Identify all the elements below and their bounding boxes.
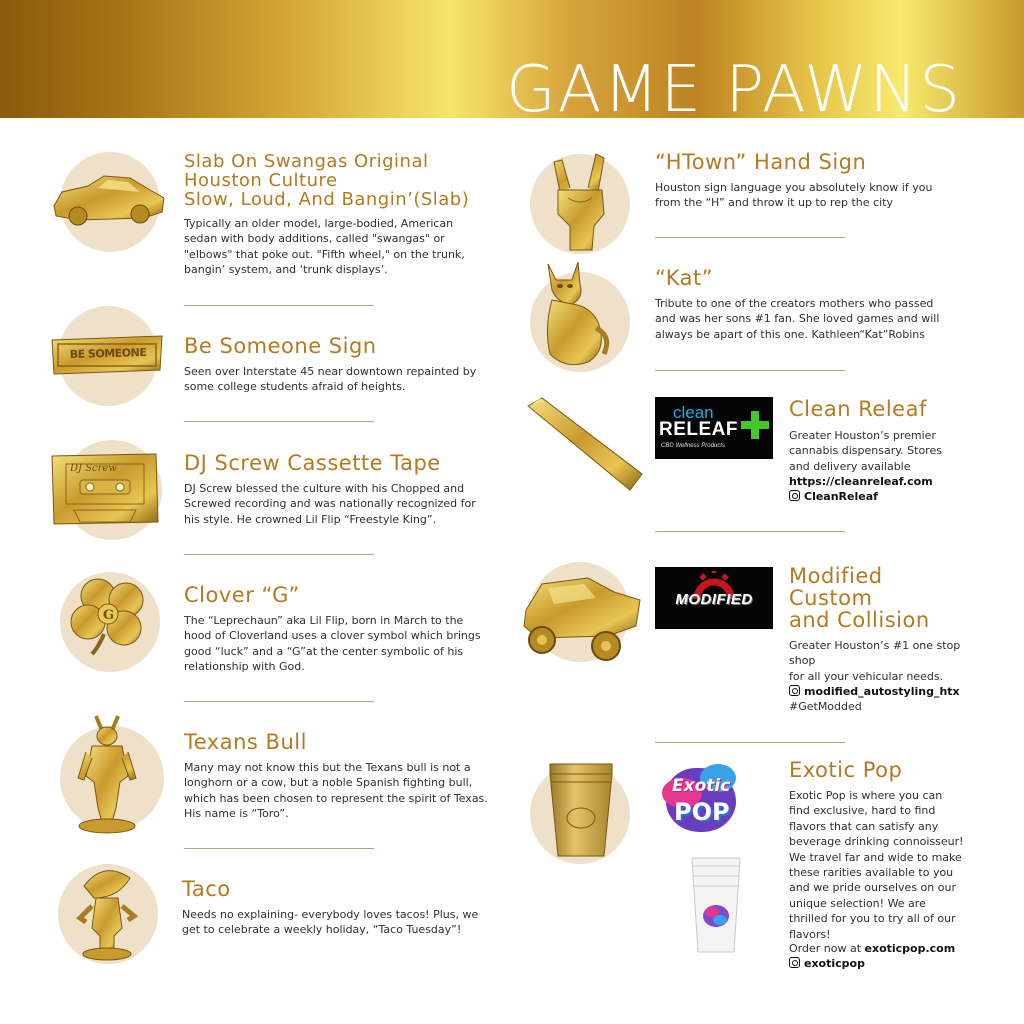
header-banner: [0, 0, 1024, 127]
be-someone-sign-text: BE SOMEONE: [69, 346, 147, 361]
instagram-icon: [789, 685, 800, 696]
divider: [184, 554, 374, 555]
taco-description: Needs no explaining- everybody loves tacos! Plus, we get to celebrate a weekly holiday, “Taco Tuesday”!: [182, 908, 479, 937]
slab-car-pawn: [48, 168, 170, 230]
kat-description: Tribute to one of the creators mothers who passed and was her sons #1 fan. She loved games and will always be apart of this one. Kathleen“Kat”Robins: [655, 297, 940, 341]
dj-screw-title: DJ Screw Cassette Tape: [184, 451, 441, 475]
clean-releaf-logo-line1: clean: [673, 403, 714, 422]
slab-description: Typically an older model, large-bodied, American sedan with body additions, called "swangas" or "elbows" that poke out. "Fifth wheel," on the trunk, bangin’ system, and ‘trunk displays’.: [184, 217, 465, 277]
modified-instagram[interactable]: [789, 684, 960, 699]
be-someone-title: Be Someone Sign: [184, 334, 377, 358]
divider: [184, 421, 374, 422]
joint-pawn: [520, 396, 644, 494]
cup-pawn: [548, 760, 614, 860]
svg-text:G: G: [103, 608, 115, 623]
divider: [655, 370, 845, 371]
clean-releaf-logo-tagline: CBD Wellness Products: [661, 443, 725, 449]
exotic-pop-title: Exotic Pop: [789, 758, 903, 782]
modified-title: [789, 565, 930, 631]
exotic-pop-description: Exotic Pop is where you can find exclusive, hard to find flavors that can satisfy any beverage drinking connoisseur! We travel far and wide to make these rarities available to you and we pride ourselves on our unique selection! We are thrilled for you to try all of our flavors!: [789, 789, 964, 941]
truck-pawn: [518, 570, 644, 666]
dj-screw-description: DJ Screw blessed the culture with his Chopped and Screwed recording and was nationally recognized for his style. He crowned Lil Flip “Freestyle King”.: [184, 482, 476, 526]
exotic-pop-logo-line2: POP: [674, 798, 730, 826]
instagram-handle: modified_autostyling_htx: [804, 685, 960, 698]
taco-pawn: [74, 858, 140, 962]
divider: [655, 531, 845, 532]
clean-releaf-logo-line2: RELEAF: [659, 419, 738, 440]
slab-title-line: Houston Culture: [184, 170, 338, 191]
cassette-label: DJ Screw: [70, 463, 117, 474]
modified-logo-text: MODIFIED: [675, 591, 753, 608]
divider: [184, 305, 374, 306]
exotic-pop-order: [789, 941, 955, 956]
divider: [655, 237, 845, 238]
taco-title: Taco: [182, 877, 231, 901]
texans-bull-pawn: [72, 712, 142, 836]
slab-title-line: Slab On Swangas Original: [184, 151, 429, 172]
clean-releaf-description: Greater Houston’s premier cannabis dispensary. Stores and delivery available: [789, 429, 942, 473]
modified-description-line: for all your vehicular needs.: [789, 669, 944, 683]
slab-title-line: Slow, Loud, And Bangin’(Slab): [184, 189, 470, 210]
kat-title: “Kat”: [655, 266, 714, 290]
htown-description: Houston sign language you absolutely know if you from the “H” and throw it up to rep the city: [655, 181, 933, 210]
slab-title: [184, 152, 469, 209]
texans-bull-title: Texans Bull: [184, 730, 307, 754]
clean-releaf-website[interactable]: https://cleanreleaf.com: [789, 475, 933, 488]
instagram-handle: CleanReleaf: [804, 490, 878, 503]
instagram-icon: [789, 957, 800, 968]
cat-pawn: [538, 258, 614, 374]
modified-hashtag: #GetModded: [789, 700, 862, 713]
clean-releaf-logo: [655, 397, 773, 459]
modified-description-line: Greater Houston’s #1 one stop shop: [789, 639, 961, 668]
be-someone-description: Seen over Interstate 45 near downtown repainted by some college students afraid of heights.: [184, 365, 477, 394]
instagram-icon: [789, 490, 800, 501]
clover-description: The “Leprechaun” aka Lil Flip, born in March to the hood of Cloverland uses a clover symbol which brings good “luck” and a “G”at the center symbolic of his relationship with God.: [184, 614, 481, 674]
divider: [184, 701, 374, 702]
page-title: GAME PAWNS: [506, 53, 962, 127]
divider: [184, 848, 374, 849]
exotic-pop-instagram[interactable]: [789, 956, 865, 971]
htown-hand-sign-pawn: [548, 148, 612, 254]
clover-g-pawn: [64, 574, 156, 658]
clean-releaf-title: Clean Releaf: [789, 397, 927, 421]
htown-title: “HTown” Hand Sign: [655, 150, 867, 174]
exotic-pop-logo-line1: Exotic: [672, 776, 731, 796]
order-prefix: Order now at: [789, 942, 862, 955]
modified-title-line: Modified: [789, 564, 883, 588]
modified-title-line: Custom: [789, 586, 873, 610]
exotic-pop-logo: [660, 760, 742, 838]
modified-title-line: and Collision: [789, 608, 930, 632]
modified-description: [789, 638, 964, 684]
clover-title: Clover “G”: [184, 583, 300, 607]
texans-bull-description: Many may not know this but the Texans bull is not a longhorn or a cow, but a noble Spanish fighting bull, which has been chosen to represent the spirit of Texas. His name is “Toro”.: [184, 761, 488, 821]
plus-icon: [741, 411, 769, 439]
foam-cups-image: [688, 852, 744, 956]
divider: [655, 742, 845, 743]
instagram-handle: exoticpop: [804, 957, 865, 970]
clean-releaf-instagram[interactable]: [789, 489, 878, 504]
modified-logo: [655, 567, 773, 629]
exotic-pop-website[interactable]: exoticpop.com: [864, 942, 956, 955]
